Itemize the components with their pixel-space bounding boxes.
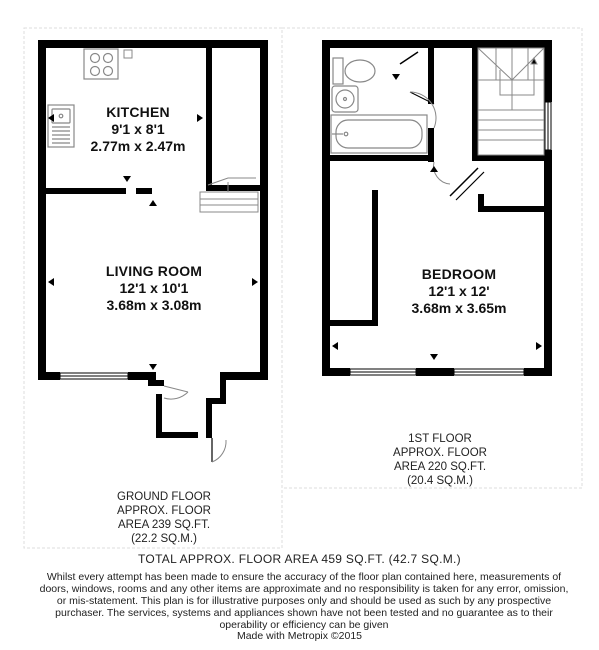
first-floor-plan (322, 40, 552, 376)
first-floor-area-line2: APPROX. FLOOR (393, 447, 487, 459)
ground-floor-area-note (96, 490, 232, 546)
first-floor-area-line3: AREA 220 SQ.FT. (393, 461, 487, 473)
kitchen-label (82, 104, 194, 155)
living-room-name: LIVING ROOM (105, 263, 203, 279)
made-with-credit: Made with Metropix ©2015 (236, 630, 363, 642)
sink-icon (48, 105, 74, 147)
living-room-dim-metric: 3.68m x 3.08m (106, 297, 202, 313)
stair-window (545, 102, 551, 150)
first-floor-area-line4: (20.4 SQ.M.) (407, 475, 473, 487)
living-room-window (60, 373, 128, 379)
bedroom-window-right (454, 369, 524, 375)
ground-floor-area-line1: GROUND FLOOR (117, 491, 211, 503)
bath-icon (331, 115, 427, 153)
ground-floor-area-line2: APPROX. FLOOR (117, 505, 211, 517)
living-room-label (88, 263, 220, 314)
first-floor-area-line1: 1ST FLOOR (408, 433, 472, 445)
total-floor-area: TOTAL APPROX. FLOOR AREA 459 SQ.FT. (42.7 SQ.M.) (138, 552, 461, 566)
toilet-icon (333, 58, 375, 84)
disclaimer-text: Whilst every attempt has been made to ensure the accuracy of the floor plan contained here, measurements of doors, windows, rooms and any other items are approximate and no responsibility is taken for any error, omission, or mis-statement. This plan is for illustrative purposes only and should be used as such by any prospective purchaser. The services, systems and appliances shown have not been tested and no guarantee as to their operability or efficiency can be given (39, 571, 569, 631)
kitchen-dim-imperial: 9'1 x 8'1 (111, 121, 165, 137)
kitchen-name: KITCHEN (106, 104, 170, 120)
bedroom-dim-imperial: 12'1 x 12' (428, 283, 490, 299)
front-door (164, 386, 226, 462)
basin-icon (332, 86, 358, 112)
stairs-icon (478, 48, 544, 155)
bedroom-label (398, 266, 520, 317)
bedroom-window-left (350, 369, 416, 375)
ground-floor-area-line3: AREA 239 SQ.FT. (117, 519, 211, 531)
first-floor-area-note (372, 432, 508, 488)
hob-icon (84, 49, 118, 79)
living-room-dim-imperial: 12'1 x 10'1 (119, 280, 189, 296)
ground-floor-area-line4: (22.2 SQ.M.) (131, 533, 197, 545)
landing-door (434, 162, 484, 200)
wall-fixture-icon (124, 50, 132, 58)
kitchen-dim-metric: 2.77m x 2.47m (90, 138, 186, 154)
bedroom-dim-metric: 3.68m x 3.65m (411, 300, 507, 316)
bedroom-name: BEDROOM (421, 266, 497, 282)
